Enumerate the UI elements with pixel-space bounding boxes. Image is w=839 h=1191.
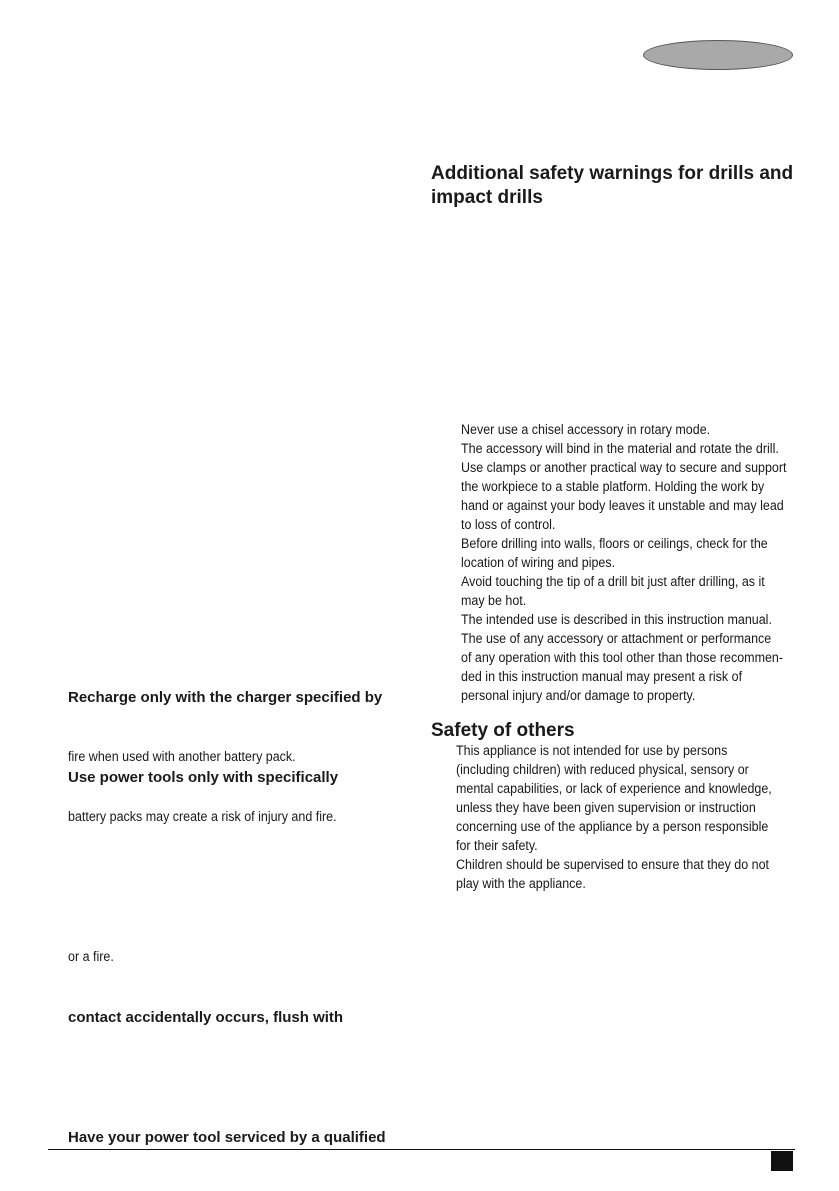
warning-line: The intended use is described in this instruction manual. <box>461 612 772 628</box>
fire-other-pack-text: fire when used with another battery pack. <box>68 749 296 765</box>
others-line: mental capabilities, or lack of experience and knowledge, <box>456 781 772 797</box>
warning-line: the workpiece to a stable platform. Holding the work by <box>461 479 765 495</box>
warning-line: Avoid touching the tip of a drill bit just after drilling, as it <box>461 574 765 590</box>
or-fire-text: or a fire. <box>68 949 114 965</box>
language-tab-badge <box>643 40 793 70</box>
warning-line: of any operation with this tool other than those recommen- <box>461 650 784 666</box>
warning-line: The use of any accessory or attachment or performance <box>461 631 772 647</box>
warning-line: The accessory will bind in the material and rotate the drill. <box>461 441 779 457</box>
warning-line: to loss of control. <box>461 517 556 533</box>
page-number-box <box>771 1151 793 1171</box>
warning-line: ded in this instruction manual may present a risk of <box>461 669 743 685</box>
others-line: for their safety. <box>456 838 538 854</box>
warning-line: Never use a chisel accessory in rotary mode. <box>461 422 711 438</box>
warning-line: location of wiring and pipes. <box>461 555 616 571</box>
service-warning: Have your power tool serviced by a qualified <box>68 1129 386 1146</box>
others-line: play with the appliance. <box>456 876 586 892</box>
others-line: Children should be supervised to ensure that they do not <box>456 857 770 873</box>
safety-of-others-heading: Safety of others <box>431 720 575 741</box>
others-line: (including children) with reduced physical, sensory or <box>456 762 749 778</box>
warning-line: hand or against your body leaves it unstable and may lead <box>461 498 784 514</box>
warning-line: Use clamps or another practical way to secure and support <box>461 460 787 476</box>
recharge-warning: Recharge only with the charger specified by <box>68 689 383 706</box>
warning-line: personal injury and/or damage to property. <box>461 688 696 704</box>
footer-rule <box>48 1149 795 1150</box>
warning-line: may be hot. <box>461 593 527 609</box>
others-line: This appliance is not intended for use by persons <box>456 743 728 759</box>
use-tools-warning: Use power tools only with specifically <box>68 769 339 786</box>
others-line: unless they have been given supervision or instruction <box>456 800 756 816</box>
warning-line: Before drilling into walls, floors or ceilings, check for the <box>461 536 768 552</box>
battery-risk-text: battery packs may create a risk of injury and fire. <box>68 809 337 825</box>
others-line: concerning use of the appliance by a person responsible <box>456 819 769 835</box>
contact-warning: contact accidentally occurs, flush with <box>68 1009 344 1026</box>
drill-warnings-heading: Additional safety warnings for drills and impact drills <box>431 163 794 208</box>
